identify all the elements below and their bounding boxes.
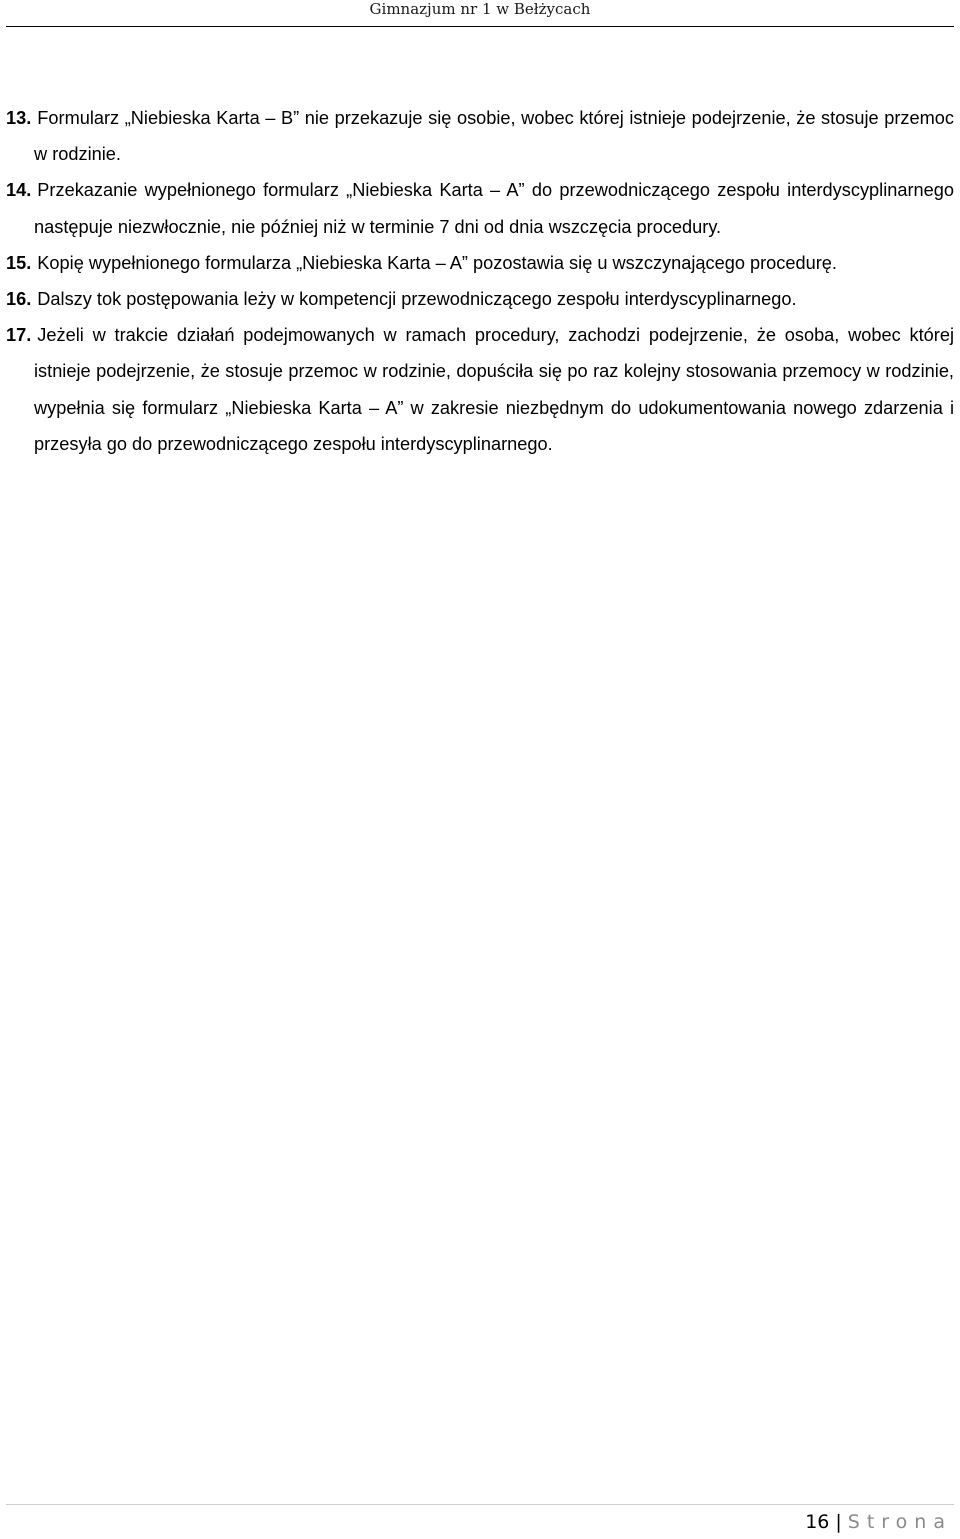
item-number: 16.	[6, 289, 32, 310]
item-number: 15.	[6, 252, 32, 273]
item-number: 17.	[6, 325, 32, 346]
item-text: Formularz „Niebieska Karta – B” nie przekazuje się osobie, wobec której istnieje podejrzenie, że stosuje przemoc w rodzinie.	[34, 108, 954, 165]
footer-divider	[6, 1504, 954, 1505]
header-divider	[6, 26, 954, 27]
item-number: 13.	[6, 108, 32, 128]
footer-separator: |	[835, 1511, 842, 1533]
header-title: Gimnazjum nr 1 w Bełżycach	[369, 0, 591, 18]
list-item-16	[6, 281, 954, 317]
list-item-17	[6, 317, 954, 462]
item-text: Dalszy tok postępowania leży w kompetencji przewodniczącego zespołu interdyscyplinarnego.	[37, 289, 797, 310]
page-label: Strona	[847, 1511, 952, 1533]
list-item-15	[6, 245, 954, 281]
document-body	[6, 100, 954, 462]
item-text: Kopię wypełnionego formularza „Niebieska Karta – A” pozostawia się u wszczynającego procedurę.	[37, 252, 837, 273]
page-footer	[805, 1510, 952, 1534]
list-item-14	[6, 172, 954, 244]
item-text: Jeżeli w trakcie działań podejmowanych w ramach procedury, zachodzi podejrzenie, że osoba, wobec której istnieje podejrzenie, że stosuje przemoc w rodzinie, dopuściła się po raz kolejny stosowania przemocy w rodzinie, wypełnia się formularz „Niebieska Karta – A” w zakresie niezbędnym do udokumentowania nowego zdarzenia i przesyła go do przewodniczącego zespołu interdyscyplinarnego.	[34, 325, 954, 454]
item-text: Przekazanie wypełnionego formularz „Niebieska Karta – A” do przewodniczącego zespołu interdyscyplinarnego następuje niezwłocznie, nie później niż w terminie 7 dni od dnia wszczęcia procedury.	[34, 180, 954, 237]
item-number: 14.	[6, 180, 32, 201]
page-header	[0, 0, 960, 24]
list-item-13	[6, 100, 954, 172]
page-number: 16	[805, 1511, 830, 1533]
